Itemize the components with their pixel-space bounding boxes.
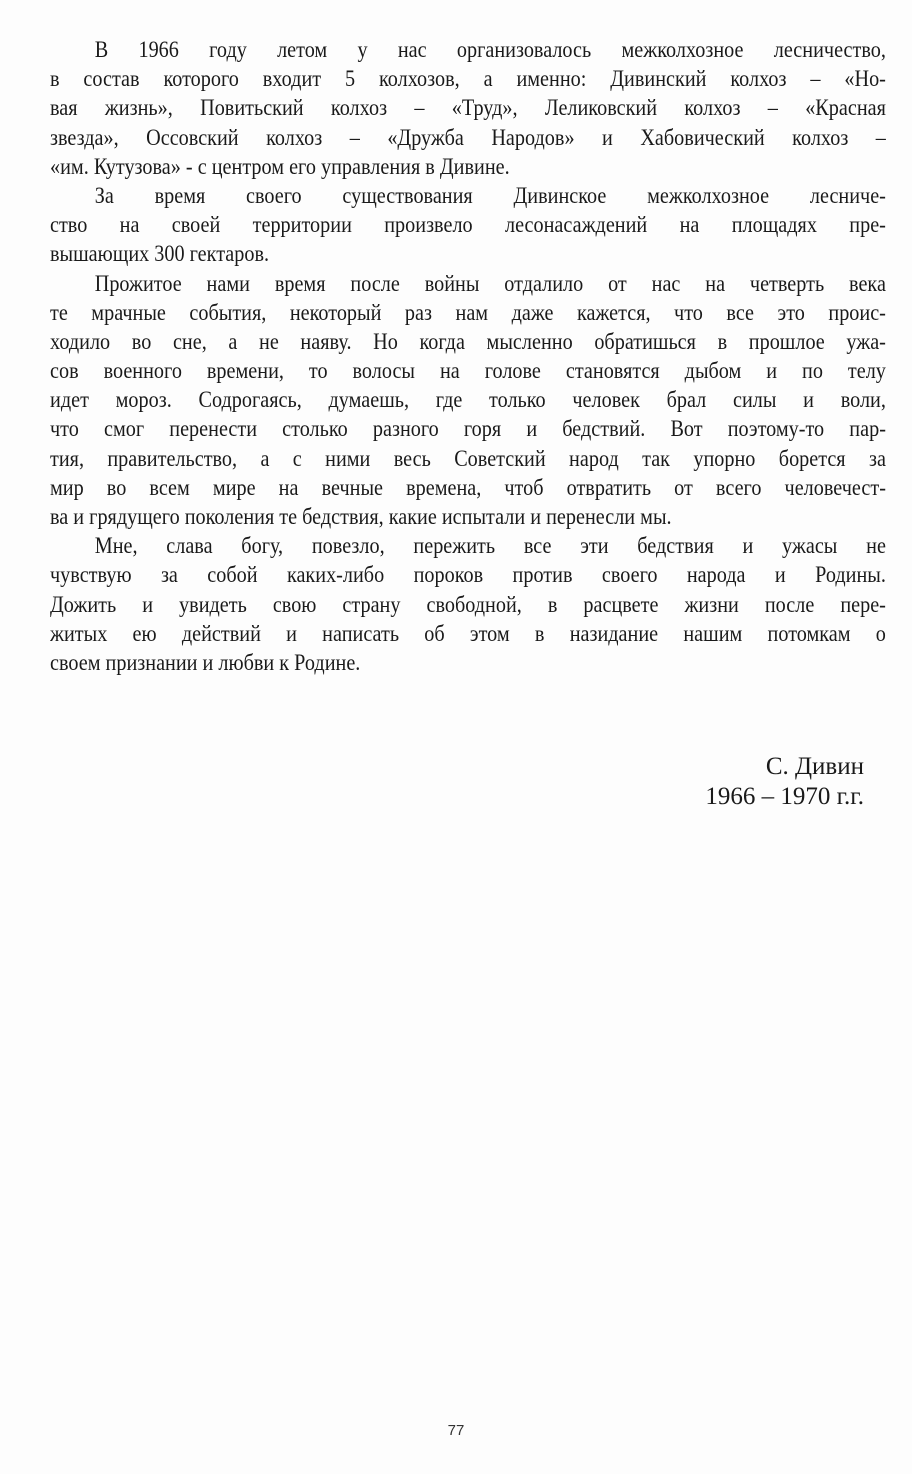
text-line: идет мороз. Содрогаясь, думаешь, где только человек брал силы и воли, — [50, 387, 886, 414]
page-number: 77 — [447, 1422, 465, 1439]
signature-author: С. Дивин — [765, 753, 864, 780]
text-line: чувствую за собой каких-либо пороков против своего народа и Родины. — [50, 562, 886, 589]
paragraph — [50, 532, 886, 678]
text-line: в состав которого входит 5 колхозов, а именно: Дивинский колхоз – «Но- — [50, 66, 886, 93]
text-line: ходило во сне, а не наяву. Но когда мысленно обратишься в прошлое ужа- — [50, 328, 886, 355]
text-line: ва и грядущего поколения те бедствия, какие испытали и перенесли мы. — [50, 504, 672, 530]
signature-years: 1966 – 1970 г.г. — [705, 783, 864, 810]
text-line: мир во всем мире на вечные времена, чтоб отвратить от всего человечест- — [50, 474, 886, 501]
text-line: те мрачные события, некоторый раз нам даже кажется, что все это проис- — [50, 299, 886, 326]
text-line: За время своего существования Дивинское межколхозное лесниче- — [94, 182, 886, 209]
text-line: ство на своей территории произвело лесонасаждений на площадях пре- — [50, 212, 886, 239]
text-line: Дожить и увидеть свою страну свободной, в расцвете жизни после пере- — [50, 591, 886, 618]
text-line: Прожитое нами время после войны отдалило от нас на четверть века — [94, 270, 886, 297]
text-line: вая жизнь», Повитьский колхоз – «Труд», Леликовский колхоз – «Красная — [50, 95, 886, 122]
text-line: житых ею действий и написать об этом в назидание нашим потомкам о — [50, 620, 886, 647]
text-line: Мне, слава богу, повезло, пережить все эти бедствия и ужасы не — [94, 533, 886, 560]
text-line: вышающих 300 гектаров. — [50, 241, 270, 268]
text-line: звезда», Оссовский колхоз – «Дружба Народов» и Хабовический колхоз – — [50, 124, 886, 151]
text-line: сов военного времени, то волосы на голове становятся дыбом и по телу — [50, 358, 886, 385]
text-line: своем признании и любви к Родине. — [50, 649, 361, 676]
body-text — [50, 36, 886, 678]
text-line: «им. Кутузова» - с центром его управления в Дивине. — [50, 153, 510, 180]
signature-block — [705, 752, 864, 812]
text-line: В 1966 году летом у нас организовалось межколхозное лесничество, — [94, 37, 886, 63]
paragraph — [50, 36, 886, 182]
text-line: тия, правительство, а с ними весь Советский народ так упорно борется за — [50, 445, 886, 472]
text-line: что смог перенести столько разного горя и бедствий. Вот поэтому-то пар- — [50, 416, 886, 443]
paragraph — [50, 270, 886, 533]
paragraph — [50, 182, 886, 270]
